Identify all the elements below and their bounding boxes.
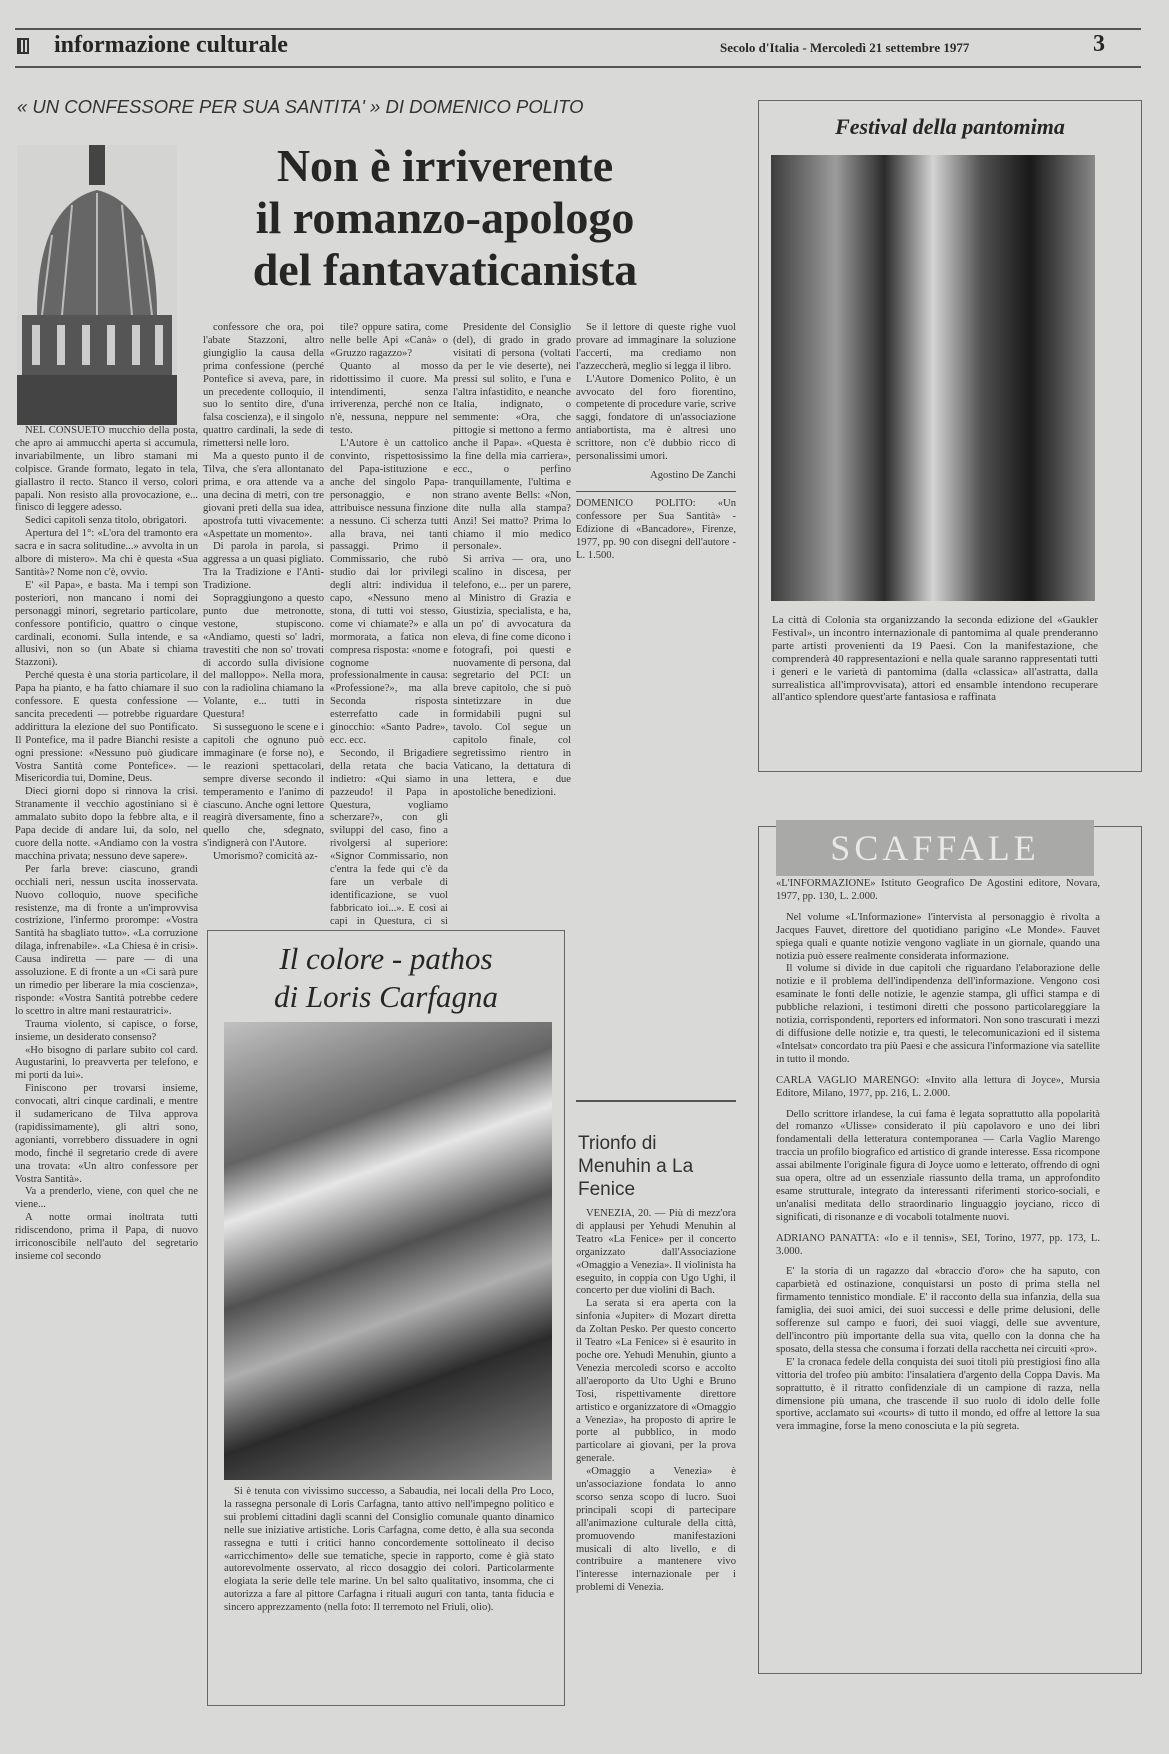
- festival-headline: Festival della pantomima: [835, 114, 1065, 139]
- paragraph: Per farla breve: ciascuno, grandi occhiali neri, nessun uscita inosservata. Nuovo colloquio, nuove specifiche resistenze, ma di fronte a un'improvvisa costrizione, l'infermo prorompe: «Vostra Santità ha sbagliato tutto». «La corruzione dilaga, infrenabile». «La Chiesa è in crisi». Causa indiretta — pare — di una assoluzione. E di fronte a un «Ci sarà pure un rimedio per liberare la mia coscienza», risponde: «Vostra Santità potrebbe cedere lo scettro in altre mani restauratrici».: [15, 863, 198, 1017]
- pantomime-festival-photo: [771, 155, 1095, 601]
- paragraph: tile? oppure satira, come nelle belle Api «Canà» o «Gruzzo ragazzo»?: [330, 322, 448, 359]
- paragraph: L'Autore è un cattolico convinto, rispettosissimo del Papa-istituzione e anche del singolo Papa-personaggio, e non attribuisce nessuna finzione a nessuno. Ci scherza tutti alla brava, nei tanti passaggi. Primo il Commissario, che rubò studio dai lor privilegi degli altri: individua il capo, «Nessuno meno stona, di tutti voi stesso, come vi chiamate?» e alla mormorata, a fatica non compresa risposta: «nome e cognome professionalmente in causa: «Professione?», ma alla Seconda risposta esterrefatto cade in ginocchio: «Santo Padre», ecc. ecc.: [330, 438, 448, 746]
- paragraph: Dieci giorni dopo si rinnova la crisi. Stranamente il vecchio agostiniano si è ammalato subito dopo la febbre alta, e il Papa decide di andare lui, da solo, nel cuore della notte. «Andiamo con la vostra macchina privata; nessuno deve sapere».: [15, 786, 198, 862]
- carfagna-caption: [224, 1486, 554, 1701]
- headline-line: il romanzo-apologo: [255, 192, 635, 243]
- paragraph: Se il lettore di queste righe vuol provare ad immaginare la soluzione l'accerti, ma crediamo non l'azzeccherà, meglio si legga il libro.: [576, 322, 736, 372]
- carfagna-headline: [207, 940, 565, 1016]
- article-signature: Agostino De Zanchi: [650, 469, 736, 481]
- paper-date: Secolo d'Italia - Mercoledì 21 settembre 1977: [720, 40, 970, 55]
- article-column-4: [453, 322, 571, 930]
- article-kicker: « UN CONFESSORE PER SUA SANTITA' » DI DOMENICO POLITO: [17, 96, 584, 117]
- paragraph: E' «il Papa», e basta. Ma i tempi son posteriori, non mancano i nomi dei personaggi minori, segretario particolare, confessore pontificio, quattro o cinque cardinali, economi. Sulla intende, e sa allusivi, non so (un Abate si chiama Stazzoni).: [15, 579, 198, 669]
- article-column-3: [330, 322, 448, 930]
- headline-line: Non è irriverente: [276, 140, 614, 191]
- paragraph: Si è tenuta con vivissimo successo, a Sabaudia, nei locali della Pro Loco, la rassegna personale di Loris Carfagna, tanto attivo nell'impegno politico e sui problemi cittadini dagli scanni del Consiglio comunale quanto dinamico nelle sue iniziative artistiche. Loris Carfagna, come detto, è alla sua seconda rassegna e tutti i critici hanno concordemente sottolineato il deciso «arricchimento» delle sue tematiche, specie in rapporto, come è già stato autorevolmente osservato, al ricco dosaggio dei colori. Particolarmente elogiata la serie delle tele marine. Un bel salto qualitativo, insomma, che ci autorizza a fare al pittore Carfagna i rituali auguri con tanta, tanta fiducia e sincero apprezzamento (nella foto: Il terremoto nel Friuli, olio).: [224, 1486, 554, 1614]
- festival-caption: [772, 614, 1098, 764]
- paragraph: confessore che ora, poi l'abate Stazzoni, altro giungiglio la causa della prima confessione (perché Pontefice si aveva, pare, in un precedente colloquio, il suo lo sentito dire, d'una falsa coscienza), e il singolo quattro cardinali, la sede di rimettersi nelle loro.: [203, 322, 324, 450]
- section-logo-icon: [17, 38, 29, 54]
- book-reference: CARLA VAGLIO MARENGO: «Invito alla lettura di Joyce», Mursia Editore, Milano, 1977, pp. 216, L. 2.000.: [776, 1074, 1100, 1099]
- paragraph: «Omaggio a Venezia» è un'associazione fondata lo anno scorso senza scopo di lucro. Suoi principali scopi di partecipare all'animazione culturale della città, promuovendo manifestazioni musicali di alto livello, e di contribuire a mantenere vivo l'interesse internazionale per i problemi di Venezia.: [576, 1466, 736, 1594]
- paragraph: VENEZIA, 20. — Più di mezz'ora di applausi per Yehudi Menuhin al Teatro «La Fenice» per il concerto organizzato dall'Associazione «Omaggio a Venezia». Il violinista ha eseguito, in coppia con Ugo Ughi, il concerto per due violini di Bach.: [576, 1208, 736, 1297]
- paragraph: Il volume si divide in due capitoli che riguardano l'elaborazione delle notizie e il problema dell'indipendenza dell'informazione. Vengono così esaminate le fonti delle notizie, le agenzie stampa, gli uffici stampa e di pubbliche relazioni, i testimoni diretti che possono particolareggiare la notizia, corrispondenti, reporters ed informatori. Non sono trascurati i mezzi di diffusione delle notizie e, tra questi, le telecomunicazioni ed il sistema «Intelsat» concordato tra più Paesi e che assicura l'informazione via satellite in tutto il mondo.: [776, 963, 1100, 1065]
- article-column-1: [15, 425, 198, 1745]
- book-reference: ADRIANO PANATTA: «Io e il tennis», SEI, Torino, 1977, pp. 173, L. 3.000.: [776, 1232, 1100, 1257]
- paragraph: Quanto al mosso ridottissimo il cuore. Ma intendimenti, senza irriverenza, perché non ce n'è, nessuna, neppure nel testo.: [330, 360, 448, 437]
- paragraph: E' la storia di un ragazzo dal «braccio d'oro» che ha saputo, con caparbietà ed ostinazione, conquistarsi un posto di prima stella nel firmamento tennistico mondiale. E' il racconto della sua infanzia, della sua famiglia, dei suoi amici, dei suoi successi e delle prime delusioni, delle sofferenze sul campo e fuori, dei suoi viaggi, delle sue avventure, dell'incontro più importante della sua vita, quello con la donna che ha sposato, della stessa che consuma i forzati della racchetta nei circuiti «pro».: [776, 1266, 1100, 1355]
- paragraph: La città di Colonia sta organizzando la seconda edizione del «Gaukler Festival», un incontro internazionale di pantomima al quale prenderanno parte artisti provenienti da 19 Paesi. Con la manifestazione, che comprenderà 40 rappresentazioni e nella quale saranno rappresentati tutti i generi e le varietà di pantomima (dalla «classica» all'astratta, dalla surrealistica all'improvvisata), attori ed ensamble intendono recuperare all'antico splendore quest'arte fantasiosa e raffinata: [772, 614, 1098, 704]
- main-headline: [200, 140, 690, 296]
- paragraph: Finiscono per trovarsi insieme, convocati, altri cinque cardinali, e mentre il sudamericano de Tilva approva (rapidissimamente), gli altri sono, agonianti, vorrebbero dissuadere in ogni modo, finché il segretario crede di avere una trovata: «Un altro confessore per Vostra Santità».: [15, 1083, 198, 1185]
- paragraph: Ma a questo punto il de Tilva, che s'era allontanato prima, e ora attende va a una decina di metri, con tre giovani preti della sua idea, apostrofa tutti vivacemente: «Aspettate un momento».: [203, 451, 324, 540]
- paragraph: Si arriva — ora, uno scalino in discesa, per telefono, e... per un parere, al Ministro di Grazia e Giustizia, specialista, e ha, un po' di avvocatura da eleva, di fine come dicono i fotografi, poi questi e nuovamente di persona, dal segretario del PCI: un breve capitolo, che si può sintetizzare in due formidabili pugni sul tavolo. Col segue un capitolo finale, col segretissimo rientro in Vaticano, la dettatura di una lettera, e due apostoliche benedizioni.: [453, 554, 571, 798]
- paragraph: Sopraggiungono a questo punto due metronotte, vestone, stupiscono. «Andiamo, questi so' ladri, travestiti che non so' trovati di accordo sulla divisione del malloppo». Nella mora, con la radiolina chiamano la Volante, e... tutti in Questura!: [203, 593, 324, 721]
- paragraph: Presidente del Consiglio (del), di grado in grado visitati di persona (voltati da per le vie deserte), nei pressi sul solito, e l'una e l'altra infastidito, e neanche Italia, indignato, o semmente: «Ora, che pittogie si mettono a fermo anche il Papa». «Questa è la fine della mia carriera», ecc., o perfino tranquillamente, l'ultima e strano avente Bells: «Non, dite nulla alla stampa? Anzi! Sei matto? Prima lo chiamo il mio medico personale».: [453, 322, 571, 553]
- article-column-5: [576, 322, 736, 1042]
- paragraph: Sedici capitoli senza titolo, obrigatori.: [25, 515, 187, 527]
- paragraph: «Ho bisogno di parlare subito col card. Augustarini, lo preavverta per telefono, e mi porti da lui».: [15, 1044, 198, 1082]
- scaffale-title: SCAFFALE: [776, 820, 1094, 876]
- paragraph: Va a prenderlo, viene, con quel che ne viene...: [15, 1186, 198, 1211]
- headline-line: di Loris Carfagna: [274, 979, 498, 1014]
- headline-line: Il colore - pathos: [279, 941, 493, 976]
- paragraph: Umorismo? comicità az-: [213, 851, 318, 863]
- header-top-rule: [15, 28, 1141, 30]
- paragraph: A notte ormai inoltrata tutti ridiscendono, prima il Papa, di nuovo irriconoscibile nell'auto del segretario insieme col secondo: [15, 1212, 198, 1262]
- paragraph: Perché questa è una storia particolare, il Papa ha pianto, e ha fatto chiamare il suo confessore. E questa confessione — sancita precedenti — potrebbe riguardare addirittura la elezione del suo Pontificato. Il Pontefice, ma il padre Bianchi resiste a ogni pressione: «Nessuno può giudicare Vostra Santità come Pontefice». — Misericordia tui, Domine, Deus.: [15, 670, 198, 785]
- page-number: 3: [1093, 31, 1105, 57]
- paragraph: NEL CONSUETO mucchio della posta, che apro ai ammucchi aperta si accumula, invariabilmente, un libro stamani mi colpisce. Grande formato, legato in tela, giallastro il recto. Stanco il verso, colori papali. Non resisto alla provocazione, e... finisco di leggere adesso.: [15, 425, 198, 514]
- paragraph: Si susseguono le scene e i capitoli che ognuno può immaginare (e forse no), e le reazioni spettacolari, sempre diverse secondo il temperamento e l'animo di ciascuno. Anche ogni lettore reagirà diversamente, fino a quello che, sdegnato, s'indignerà con l'Autore.: [203, 722, 324, 850]
- book-reference: DOMENICO POLITO: «Un confessore per Sua Santità» - Edizione di «Bancadore», Firenze, 1977, pp. 90 con disegni dell'autore - L. 1.500.: [576, 491, 736, 563]
- menuhin-headline: Trionfo di Menuhin a La Fenice: [578, 1133, 694, 1200]
- painting-photo-terremoto-friuli: [224, 1022, 552, 1480]
- paragraph: L'Autore Domenico Polito, è un avvocato del foro fiorentino, competente di procedure varie, scrive saggi, fondatore di un'associazione antiabortista, ma è altresì uno scrittore, non c'è dubbio ricco di personalissimi umori.: [576, 373, 736, 463]
- paragraph: Nel volume «L'Informazione» l'intervista al personaggio è rivolta a Jacques Fauvet, direttore del quotidiano parigino «Le Monde». Fauvet spiega quali e quante notizie vengono vagliate in un giornale, quando una notizia può essere realmente considerata informazione.: [776, 911, 1100, 962]
- paragraph: Dello scrittore irlandese, la cui fama è legata soprattutto alla popolarità del romanzo «Ulisse» considerato il più capolavoro e uno dei libri fondamentali della letteratura contemporanea — Carla Vaglio Marengo traccia un profilo biografico ed artistico di grande interesse. Essa ricompone assai abilmente l'originale figura di Joyce uomo e letterato, offrendo di ogni sua opera, oltre ad un essenziale riassunto della trama, un approfondito esame strutturale, integrato da interessanti riferimenti storico-sociali, e un'analisi meditata dello straordinario linguaggio joyciano, ricco di significati, di risonanze e di vocaboli totalmente nuovi.: [776, 1108, 1100, 1223]
- menuhin-divider: [576, 1100, 736, 1102]
- header-bottom-rule: [15, 66, 1141, 68]
- headline-line: del fantavaticanista: [252, 244, 638, 295]
- book-reference: «L'INFORMAZIONE» Istituto Geografico De Agostini editore, Novara, 1977, pp. 130, L. 2.000.: [776, 878, 1100, 902]
- paragraph: Di parola in parola, si aggressa a un quasi pigliato. Tra la Tradizione e l'Anti-Tradizione.: [203, 541, 324, 592]
- paragraph: La serata si era aperta con la sinfonia «Jupiter» di Mozart diretta da Zoltan Pesko. Per questo concerto il Teatro «La Fenice» si è esaurito in poche ore. Yehudi Menuhin, giunto a Venezia mercoledì scorso e accolto all'aeroporto da Uto Ughi e Bruno Tosi, rispettivamente direttore artistico e organizzatore di «Omaggio a Venezia», ha proposto di aprire le porte al pubblico, in modo particolare ai giovani, per la prova generale.: [576, 1298, 736, 1465]
- scaffale-reviews: [776, 878, 1100, 1668]
- paragraph: E' la cronaca fedele della conquista dei suoi titoli più prestigiosi fino alla vittoria del trofeo più ambito: l'insalatiera d'argento della Coppa Davis. Ma soprattutto, è il ritratto confidenziale di un campione di razza, nella dimensione più umana, che trascende il suo ruolo di idolo delle folle sportive, acclamato sui «courts» di tutto il mondo, ed offre al lettore la sua vera immagine, forse la meno conosciuta e la più segreta.: [776, 1356, 1100, 1433]
- paragraph: Apertura del 1°: «L'ora del tramonto era sacra e in sacra solitudine...» avvolta in un albore di mistero». Ma chi è questa «Sua Santità»? Nome non c'è, ovvio.: [15, 528, 198, 578]
- st-peters-dome-photo: [17, 145, 177, 425]
- menuhin-article: [576, 1208, 736, 1688]
- paragraph: Secondo, il Brigadiere della retata che bacia indietro: «Qui siamo in pazzeudo! il Papa in Questura, vogliamo scherzare?», con gli sviluppi del caso, fino a rivolgersi al superiore: «Signor Commissario, non c'entra la fede qui c'è da fare un verbale di identificazione, se vuol fabbricato ioi...». E così ai capi in Questura, ci si: [330, 747, 448, 927]
- paragraph: Trauma violento, si capisce, o forse, insieme, un desiderato consenso?: [15, 1018, 198, 1043]
- article-column-2: [203, 322, 324, 930]
- section-title: informazione culturale: [54, 32, 288, 58]
